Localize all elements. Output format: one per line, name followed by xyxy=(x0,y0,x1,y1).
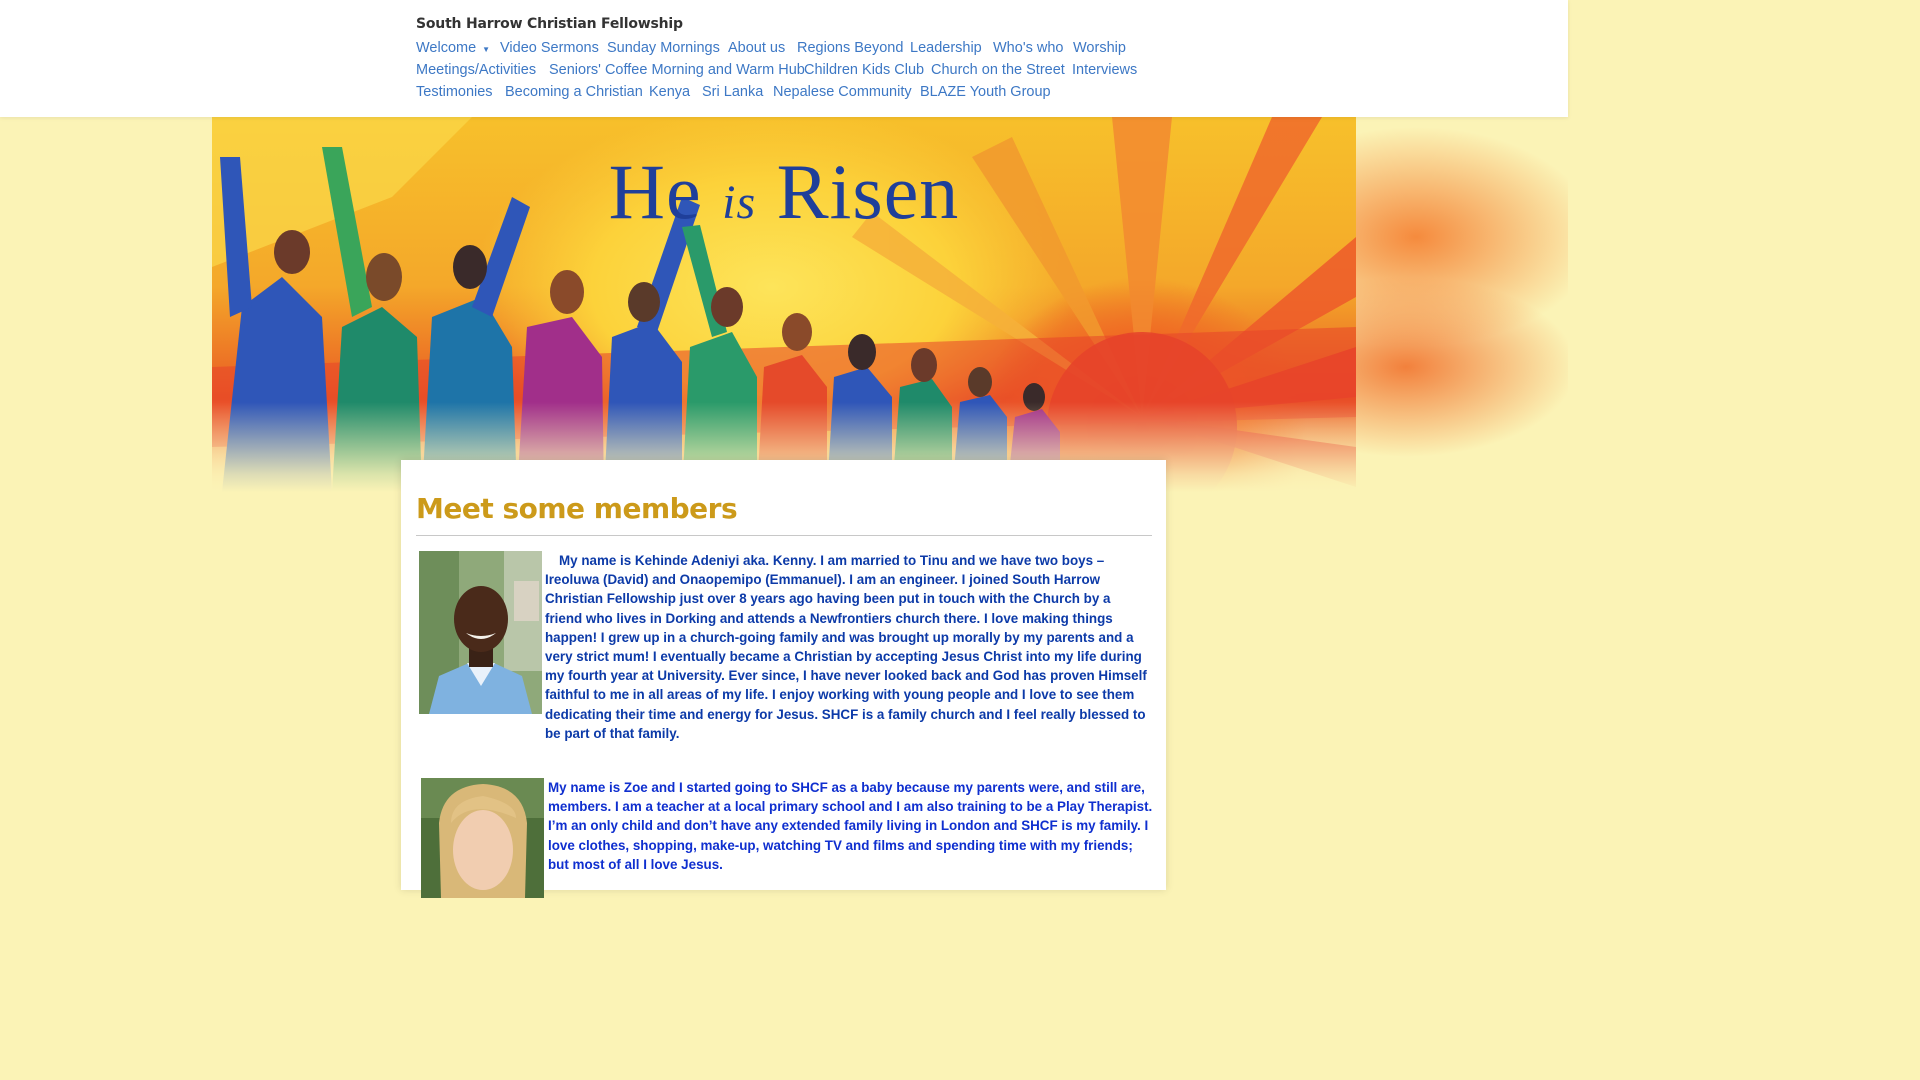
banner-headline xyxy=(212,147,1356,237)
nav-row-2 xyxy=(416,60,1156,82)
title-divider xyxy=(416,535,1152,536)
nav-regions-beyond[interactable]: Regions Beyond xyxy=(797,40,904,56)
nav-row-1 xyxy=(416,38,1156,60)
nav-worship[interactable]: Worship xyxy=(1073,40,1126,56)
member-photo-zoe xyxy=(421,778,544,898)
portrait-woman-image xyxy=(421,778,544,898)
nav-leadership[interactable]: Leadership xyxy=(910,40,982,56)
nav-nepalese-community[interactable]: Nepalese Community xyxy=(773,84,912,100)
nav-kenya[interactable]: Kenya xyxy=(649,84,691,100)
hero-banner xyxy=(212,117,1356,492)
page-title: Meet some members xyxy=(416,492,738,525)
nav-video-sermons[interactable]: Video Sermons xyxy=(500,40,599,56)
nav-welcome-label: Welcome xyxy=(416,40,477,56)
nav-interviews[interactable]: Interviews xyxy=(1072,62,1138,78)
nav-meetings-activities[interactable]: Meetings/Activities xyxy=(416,62,537,78)
nav-testimonies[interactable]: Testimonies xyxy=(416,84,493,100)
member-photo-kenny xyxy=(419,551,542,714)
nav-welcome[interactable] xyxy=(416,38,490,60)
nav-sri-lanka[interactable]: Sri Lanka xyxy=(702,84,764,100)
banner-headline-is: is xyxy=(722,176,757,229)
nav-sunday-mornings[interactable]: Sunday Mornings xyxy=(607,40,720,56)
banner-side-glow xyxy=(1356,117,1568,492)
nav-row-3 xyxy=(416,82,1156,104)
site-title[interactable]: South Harrow Christian Fellowship xyxy=(416,16,683,32)
member-bio-zoe: My name is Zoe and I started going to SHCF as a baby because my parents were, and still are, members. I am a teacher at a local primary school and I am also training to be a Play Therapist. I’m an only child and don’t have any extended family living in London and SHCF is my family. I love clothes, shopping, make-up, watching TV and films and spending time with my friends; but most of all I love Jesus. xyxy=(548,780,1153,872)
site-header xyxy=(0,0,1568,117)
banner-headline-risen: Risen xyxy=(776,148,960,235)
nav-seniors-coffee-morning[interactable]: Seniors' Coffee Morning and Warm Hub xyxy=(549,62,805,78)
member-bio-kenny: My name is Kehinde Adeniyi aka. Kenny. I am married to Tinu and we have two boys – Ireoluwa (David) and Onaopemipo (Emmanuel). I am an engineer. I joined South Harrow Christian Fellowship just over 8 years ago having been put in touch with the Church by a friend who lives in Dorking and attends a Newfrontiers church there. I love making things happen! I grew up in a church-going family and was brought up morally by my parents and a very strict mum! I eventually became a Christian by accepting Jesus Christ into my life during my fourth year at University. Ever since, I have never looked back and God has proven Himself faithful to me in all areas of my life. I enjoy working with young people and I love to see them dedicating their time and energy for Jesus. SHCF is a family church and I feel really blessed to be part of that family. xyxy=(545,553,1147,741)
nav-blaze-youth-group[interactable]: BLAZE Youth Group xyxy=(920,84,1051,100)
nav-whos-who[interactable]: Who's who xyxy=(993,40,1064,56)
chevron-down-icon: ▼ xyxy=(482,45,491,54)
nav-about-us[interactable]: About us xyxy=(728,40,786,56)
main-navigation xyxy=(416,38,1156,104)
content-card xyxy=(401,460,1166,890)
nav-church-on-the-street[interactable]: Church on the Street xyxy=(931,62,1065,78)
banner-headline-he: He xyxy=(608,148,702,235)
nav-children-kids-club[interactable]: Children Kids Club xyxy=(804,62,925,78)
portrait-man-image xyxy=(419,551,542,714)
nav-becoming-a-christian[interactable]: Becoming a Christian xyxy=(505,84,643,100)
